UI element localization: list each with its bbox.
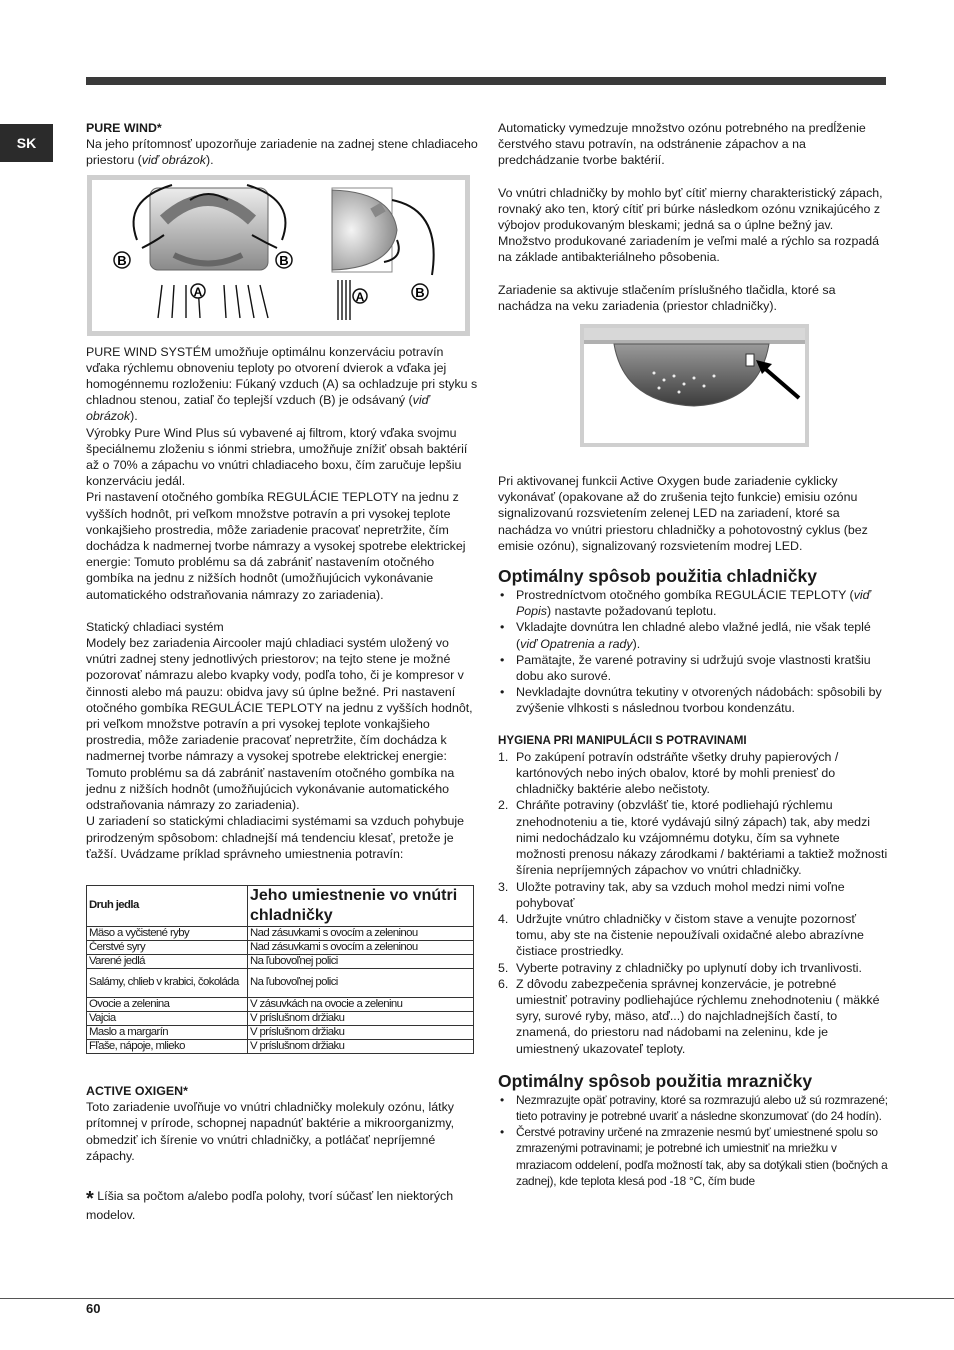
list-item: 5. Vyberte potraviny z chladničky po uplynutí doby ich trvanlivosti.: [498, 960, 862, 975]
footnote: * Líšia sa počtom a/alebo podľa polohy, tvorí súčasť len niektorých modelov.: [86, 1187, 454, 1223]
ozone-text-2: Vo vnútri chladničky by mohlo byť cítiť mierny charakteristický zápach, rovnaký ako ten, ktorý cítiť pri búrke následkom ozónu vznikajúcého z výbojov produkovaným bleskami; jedná sa o úplne bežný jav. Množstvo produkované zariadením je veľmi malé a rýchlo sa rozpadá na základe antibakteriálneho pôsobenia.: [498, 185, 883, 265]
ozone-device: [614, 344, 769, 406]
active-oxygen-figure: [580, 324, 809, 447]
page-number: 60: [86, 1301, 101, 1316]
label-b-side: B: [415, 284, 425, 300]
table-cell-food: Maslo a margarín: [87, 1025, 248, 1039]
table-row: [87, 1011, 474, 1025]
active-oxigen-text: Toto zariadenie uvoľňuje vo vnútri chladničky molekuly ozónu, látky prítomnej v prírode, schopnej napadnúť baktérie a mikroorganizmy, obmedziť ich šírenie vo vnútri chladničky, a potláčať nepríjemné zápachy.: [86, 1100, 455, 1163]
table-header-place: Jeho umiestnenie vo vnútri chladničky: [248, 885, 474, 926]
table-row: [87, 954, 474, 968]
table-cell-food: Ovocie a zelenina: [87, 997, 248, 1011]
table-cell-food: Varené jedlá: [87, 954, 248, 968]
pure-wind-intro: Na jeho prítomnosť upozorňuje zariadenie na zadnej stene chladiaceho priestoru (viď obrázok).: [86, 137, 478, 168]
table-row: [87, 1025, 474, 1039]
list-item: 4. Udržujte vnútro chladničky v čistom stave a venujte pozornosť tomu, aby ste na čistenie nepoužívali oxidačné alebo abrazívne čistiace prostriedky.: [498, 911, 864, 959]
fridge-usage-title: Optimálny spôsob použitia chladničky: [498, 566, 817, 587]
table-cell-food: Salámy, chlieb v krabici, čokoláda: [87, 968, 248, 997]
arrow-icon: [762, 366, 799, 398]
list-item: • Pamätajte, že varené potraviny si udržujú svoje vlastnosti kratšiu dobu ako surové.: [498, 652, 888, 684]
pure-wind-figure: [87, 175, 470, 336]
right-column: [498, 120, 888, 1189]
list-item: 6. Z dôvodu zabezpečenia správnej konzervácie, je potrebné umiestniť potraviny podliehajúce rýchlemu znehodnoteniu ( mäkké syry, surové ryby, mäso, atď...) do najchladnejších častí, to znamená, do priestoru nad nádobami na zeleninu, kde je umiestnený ukazovateľ teploty.: [498, 976, 880, 1056]
label-a-front: A: [193, 284, 203, 299]
list-item: 3. Uložte potraviny tak, aby sa vzduch mohol medzi nimi voľne pohybovať: [498, 879, 845, 910]
table-cell-place: Na ľubovoľnej polici: [248, 954, 474, 968]
table-row: [87, 940, 474, 954]
header-bar: [86, 77, 886, 85]
list-item: • Vkladajte dovnútra len chladné alebo vlažné jedlá, nie však teplé (viď Opatrenia a rady).: [498, 619, 888, 651]
hygiene-title: HYGIENA PRI MANIPULÁCII S POTRAVINAMI: [498, 733, 747, 747]
static-system-title: Statický chladiaci systém: [86, 619, 224, 634]
footer-line: [0, 1298, 954, 1299]
ozone-text-1: Automaticky vymedzuje množstvo ozónu potrebného na predĺženie čerstvého stavu potravín, na odstránenie zápachov a na predchádzanie tvorbe baktérií.: [498, 121, 866, 168]
table-row: [87, 926, 474, 940]
pure-wind-system-text: PURE WIND SYSTÉM umožňuje optimálnu konzerváciu potravín vďaka rýchlemu obnoveniu teploty po otvorení dvierok a vďaka jej homogénnemu rozloženiu: Fúkaný vzduch (A) sa ochladzuje pri styku s chladnou stenou, zatiaľ čo teplejší vzduch (B) je odsávaný (viď obrázok).: [86, 344, 478, 424]
language-tab: SK: [0, 124, 53, 162]
list-item: • Čerstvé potraviny určené na zmrazenie nesmú byť umiestnené spolu so zmrazenými potravinami; je potrebné ich umiestniť na mriežku v mraziacom oddelení, podľa možností tak, aby sa dotýkali stien (bočných a zadnej), kde teplota klesá pod -18 °C, čím bude: [498, 1124, 888, 1189]
freezer-usage-title: Optimálny spôsob použitia mrazničky: [498, 1070, 813, 1091]
ozone-text-4: Pri aktivovanej funkcii Active Oxygen bude zariadenie cyklicky vykonávať (opakovane až do zrušenia tejto funkcie) emisiu ozónu signalizovanú rozsvietením zelenej LED na zariadení, ktoré sa nachádza vo vnútri priestoru chladničky a pohotovostný cyklus (bez emisie ozónu), signalizovaný rozsvietením modrej LED.: [498, 474, 868, 553]
table-cell-place: Nad zásuvkami s ovocím a zeleninou: [248, 940, 474, 954]
table-cell-place: V zásuvkách na ovocie a zeleninu: [248, 997, 474, 1011]
food-placement-table: [86, 885, 474, 1054]
table-cell-place: V príslušnom držiaku: [248, 1011, 474, 1025]
table-row: [87, 997, 474, 1011]
airflow-diagram: [92, 180, 465, 331]
fridge-usage-list: [498, 587, 888, 717]
label-a-side: A: [355, 289, 365, 304]
pure-wind-title: PURE WIND*: [86, 121, 162, 135]
table-cell-place: V príslušnom držiaku: [248, 1039, 474, 1053]
hygiene-list: [498, 749, 888, 1057]
label-b-right: B: [279, 252, 289, 268]
table-row: [87, 968, 474, 997]
table-row: [87, 1039, 474, 1053]
static-system-text-2: U zariadení so statickými chladiacimi systémami sa vzduch pohybuje prirodzeným spôsobom: chladnejší má tendenciu klesať, pretože je ťažší. Uvádzame príklad správneho umiestnenia potravín:: [86, 814, 465, 861]
table-cell-food: Vajcia: [87, 1011, 248, 1025]
table-cell-place: Na ľubovoľnej polici: [248, 968, 474, 997]
list-item: 1. Po zakúpení potravín odstráňte všetky druhy papierových / kartónových nebo iných obalov, ktoré by mohli preniesť do chladničky baktérie alebo nečistoty.: [498, 749, 839, 797]
knob-text: Pri nastavení otočného gombíka REGULÁCIE TEPLOTY na jednu z vyšších hodnôt, pri veľkom množstve potravín a pri vysokej teplote vonkajšieho prostredia, môže zariadenie pracovať nepretržite, čím dochádza k nadmernej tvorbe námrazy a vysokej spotrebe elektrickej energie: Tomuto problému sa dá zabrániť nastavením otočného gombíka na jednu z nižších hodnôt (umožňujúcich vykonávanie automatického odstraňovania námrazy zo zariadenia).: [86, 490, 466, 602]
list-item: • Prostredníctvom otočného gombíka REGULÁCIE TEPLOTY (viď Popis) nastavte požadovanú teplotu.: [498, 587, 888, 619]
table-cell-place: V príslušnom držiaku: [248, 1025, 474, 1039]
ozone-text-3: Zariadenie sa aktivuje stlačením príslušného tlačidla, ktoré sa nachádza na veku zariadenia (priestor chladničky).: [498, 282, 836, 313]
active-oxigen-title: ACTIVE OXIGEN*: [86, 1083, 188, 1098]
ozone-device-illustration: [584, 328, 805, 443]
left-column: [86, 120, 478, 1223]
static-system-text: Modely bez zariadenia Aircooler majú chladiaci systém uložený vo vnútri zadnej steny jednotlivých priestorov; na tejto stene je možné pozorovať námrazu alebo kvapky vody, podľa toho, či je kompresor v činnosti alebo má pauzu: obidva javy sú úplne bežné. Pri nastavení otočného gombíka REGULÁCIE TEPLOTY na jednu z vyšších hodnôt, pri veľkom množstve potravín a pri vysokej teplote vonkajšieho prostredia, môže zariadenie pracovať nepretržite, čím dochádza k nadmernej tvorbe námrazy a vysokej spotrebe elektrickej energie: Tomuto problému sa dá zabrániť nastavením otočného gombíka na jednu z nižších hodnôt (umožňujúcich vykonávanie automatického odstraňovania námrazy zo zariadenia).: [86, 636, 473, 813]
table-cell-food: Mäso a vyčistené ryby: [87, 926, 248, 940]
list-item: • Nevkladajte dovnútra tekutiny v otvorených nádobách: spôsobili by zvýšenie vlhkosti s následnou tvorbou kondenzátu.: [498, 684, 888, 716]
table-header-food: Druh jedla: [87, 885, 248, 926]
table-header-row: [87, 885, 474, 926]
table-cell-food: Fľaše, nápoje, mlieko: [87, 1039, 248, 1053]
label-b-left: B: [117, 252, 127, 268]
list-item: 2. Chráňte potraviny (obzvlášť tie, ktoré podliehajú rýchlemu znehodnoteniu a tie, ktoré vydávajú silný zápach) tak, aby medzi nimi nedochádzalo ku vzájomnému dotyku, čím sa vyhnete možnosti prenosu nákazy zárodkami / baktériami a taktiež možnosti šírenia nepríjemných zápachov vo vnútri chladničky.: [498, 798, 888, 878]
table-cell-food: Čerstvé syry: [87, 940, 248, 954]
freezer-usage-list: [498, 1092, 888, 1189]
list-item: • Nezmrazujte opäť potraviny, ktoré sa rozmrazujú alebo už sú rozmrazené; tieto potraviny je potrebné uvariť a následne skonzumovať (do 24 hodín).: [498, 1092, 888, 1124]
table-cell-place: Nad zásuvkami s ovocím a zeleninou: [248, 926, 474, 940]
pure-wind-plus-text: Výrobky Pure Wind Plus sú vybavené aj filtrom, ktorý vďaka svojmu špeciálnemu zloženiu s iónmi striebra, umožňuje znížiť obsah baktérií až o 70% a zápachu vo vnútri chladiaceho boxu, čím zaručuje lepšiu konzerváciu jedál.: [86, 425, 468, 489]
ozone-button: [746, 354, 754, 366]
